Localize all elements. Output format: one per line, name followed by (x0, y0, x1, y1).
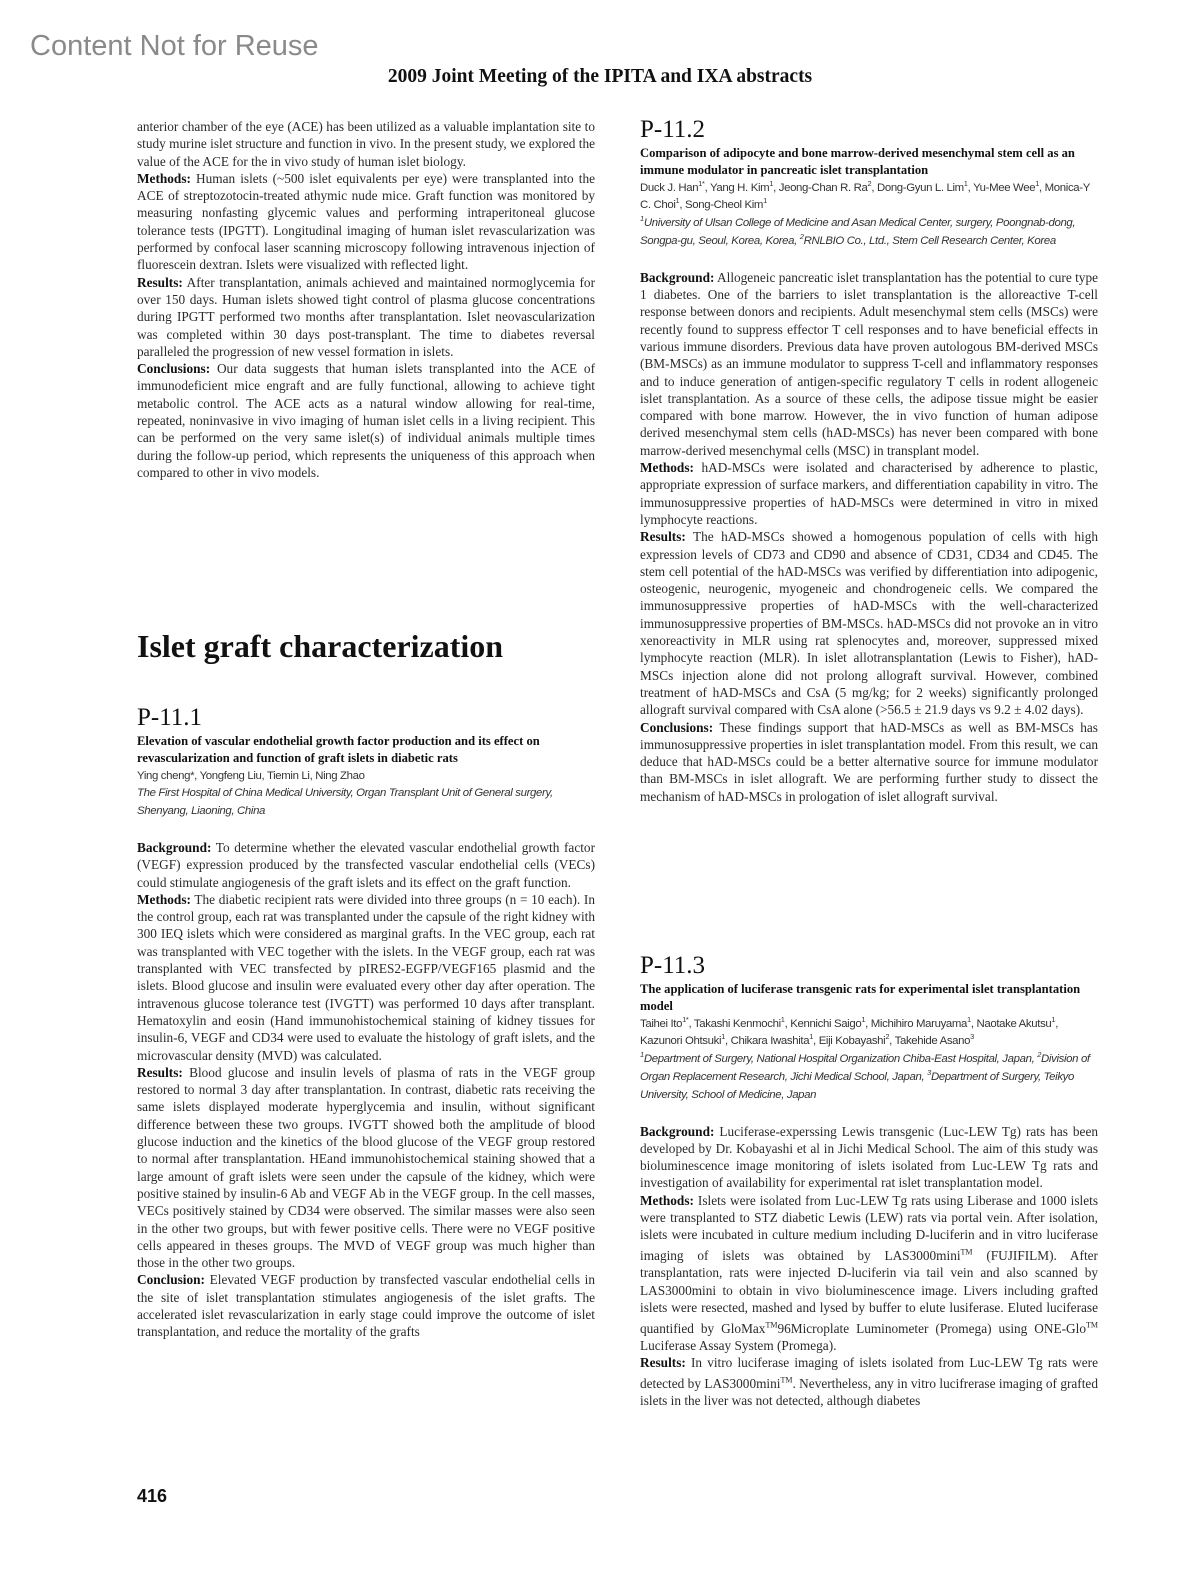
abstract-id: P-11.1 (137, 704, 203, 731)
author-affiliation-mark: 1* (682, 1014, 689, 1024)
section-label: Results: (137, 1064, 183, 1080)
continued-paragraph (137, 118, 595, 170)
affiliation-mark: 2 (1037, 1050, 1042, 1060)
affiliation-mark: 1 (640, 1050, 644, 1060)
paragraph-text: anterior chamber of the eye (ACE) has been utilized as a valuable implantation site to study murine islet structure and function in vivo. In the present study, we explored the value of the ACE for the in vivo study of human islet biology. (137, 119, 595, 169)
abstract-section (137, 891, 595, 1064)
author-name: Dong-Gyun L. Lim (876, 181, 964, 194)
trademark-mark: TM (765, 1320, 778, 1330)
author-affiliation-mark: 1 (769, 178, 774, 188)
abstract-title: Comparison of adipocyte and bone marrow-derived mesenchymal stem cell as an immune modulator in pancreatic islet transplantation (640, 146, 1075, 178)
section-label: Background: (640, 1123, 715, 1139)
affiliation-text: The First Hospital of China Medical University, Organ Transplant Unit of General surgery, Shenyang, Liaoning, China (137, 787, 553, 818)
section-label: Results: (640, 1355, 686, 1371)
section-text: To determine whether the elevated vascular endothelial growth factor (VEGF) expression produced by the transfected vascular endothelial cells (VECs) could stimulate angiogenesis of the graft islets and its effect on the graft function. (137, 839, 595, 890)
abstract-id: P-11.3 (640, 952, 706, 979)
section-text: Blood glucose and insulin levels of plasma of rats in the VEGF group restored to normal 3 day after transplantation. In contrast, diabetic rats receiving the same islets displayed moderate hyperglycemia and insulin, without significant difference between these two groups. IVGTT showed both the amplitude of blood glucose induction and the kinetics of the blood glucose of the VEGF group restored to normal after transplantation. HEand immunohistochemical staining showed that a large amount of graft islets were seen under the capsule of the kidney, which were positive stained by insulin-6 Ab and VEGF Ab in the VEGF group. In the cell masses, VECs positively stained by CD34 were observed. The similar masses were also seen in the other two groups, but with fewer positive cells. There were no VEGF positive cells appeared in theses groups. The MVD of VEGF group was much higher than those in the other two groups. (137, 1064, 595, 1271)
author-name: Yang H. Kim (710, 181, 770, 194)
abstract-section (640, 269, 1098, 459)
section-text: These findings support that hAD-MSCs as well as BM-MSCs has immunosuppressive properties in islet transplantation model. From this result, we can deduce that hAD-MSCs could be a better alternative source for immune modulator than BM-MSCs in islet allograft. We are performing further study to dissect the mechanism of hAD-MSCs in prologation of islet allograft survival. (640, 719, 1098, 804)
section-label: Background: (640, 269, 715, 285)
affiliation-text: Department of Surgery, National Hospital Organization Chiba-East Hospital, Japan, (643, 1053, 1038, 1066)
author-affiliation-mark: 1 (861, 1014, 866, 1024)
abstract-p-11-1 (137, 704, 595, 1341)
continued-methods (137, 170, 595, 274)
section-label: Methods: (137, 170, 191, 186)
watermark: Content Not for Reuse (30, 30, 319, 62)
author-name: Monica-Y C. Choi (640, 181, 1090, 212)
author-name: Michihiro Maruyama (870, 1017, 968, 1030)
continued-results (137, 274, 595, 360)
affiliation-mark: 2 (799, 232, 804, 242)
section-label: Methods: (640, 460, 694, 476)
affiliations (137, 785, 595, 821)
affiliation-text: RNLBIO Co., Ltd., Stem Cell Research Center, Korea (803, 234, 1056, 247)
author-affiliation-mark: 1 (967, 1014, 971, 1024)
author-affiliation-mark: 1 (763, 196, 767, 206)
author-name: Song-Cheol Kim (685, 199, 764, 212)
paragraph-text: Our data suggests that human islets transplanted into the ACE of immunodeficient mice engraft and are fully functional, allowing to achieve tight metabolic control. The ACE acts as a natural window allowing for real-time, repeated, noninvasive in vivo imaging of human islet cells in a living recipient. This can be performed on the very same islet(s) of individual animals multiple times during the follow-up period, which represents the uniqueness of this approach when compared to other in vivo models. (137, 361, 596, 480)
section-text: The hAD-MSCs showed a homogenous population of cells with high expression levels of CD73 and CD90 and absence of CD31, CD34 and CD45. The stem cell potential of the hAD-MSCs was verified by differentiation into adipogenic, osteogenic, neurogenic, myogeneic and chondrogeneic cells. We compared the immunosuppressive properties of hAD-MSCs with the well-characterized immunosuppressive properties of BM-MSCs. hAD-MSCs did not provoke an in vitro xenoreactivity in MLR using rat splenocytes and, moreover, suppressed mixed lymphocyte reaction (MLR). In islet allotransplantation (Lewis to Fisher), hAD-MSCs injection alone did not prolong allograft survival. However, combined treatment of hAD-MSCs and CsA (5 mg/kg; for 2 weeks) significantly prolonged allograft survival compared with CsA alone (>56.5 ± 21.9 days vs 9.2 ± 4.02 days). (640, 529, 1098, 718)
author-affiliation-mark: 2 (885, 1032, 890, 1042)
author-list: Duck J. Han$^{1*}$, Yang H. Kim$^1$, Jeong-Chan R. Ra$^2$, Dong-Gyun L. Lim$^1$, Yu-Mee Wee$^1$, Monica-Y C. Choi$^1$, Song-Cheol Kim$^1$ (640, 178, 1090, 212)
abstract-title: Elevation of vascular endothelial growth factor production and its effect on revascularization and function of graft islets in diabetic rats (137, 734, 540, 766)
section-label: Results: (640, 529, 686, 545)
section-label: Methods: (137, 891, 191, 907)
author-name: Kazunori Ohtsuki (640, 1035, 722, 1048)
continued-abstract (137, 118, 595, 481)
author-affiliation-mark: 1 (963, 178, 968, 188)
affiliations (640, 1051, 1098, 1104)
affiliation-text: University of Ulsan College of Medicine and Asan Medical Center, surgery, Poongnab-dong, Songpa-gu, Seoul, Korea, Korea, (640, 217, 1076, 247)
author-name: Yongfeng Liu (199, 769, 262, 782)
author-affiliation-mark: 1 (675, 196, 680, 206)
section-text: Luciferase-experssing Lewis transgenic (Luc-LEW Tg) rats has been developed by Dr. Kobayashi et al in Jichi Medical School. The aim of this study was bioluminescence image monitoring of islets isolated from Luc-LEW Tg rats and investigation of availability for experimental rat islet transplantation model. (640, 1123, 1098, 1191)
section-label: Results: (137, 274, 183, 290)
trademark-mark: TM (960, 1247, 973, 1257)
abstract-id: P-11.2 (640, 116, 706, 143)
abstract-body (640, 269, 1098, 805)
author-affiliation-mark: 3 (970, 1032, 974, 1042)
author-affiliation-mark: 2 (867, 178, 872, 188)
abstract-title: The application of luciferase transgenic rats for experimental islet transplantation model (640, 982, 1081, 1014)
author-name: Jeong-Chan R. Ra (778, 181, 868, 194)
author-name: Tiemin Li (266, 769, 310, 782)
affiliations (640, 215, 1098, 251)
spacer (640, 251, 1098, 269)
section-label: Conclusion: (137, 1272, 205, 1288)
author-name: Eiji Kobayashi (818, 1035, 886, 1048)
section-text: In vitro luciferase imaging of islets isolated from Luc-LEW Tg rats were detected by LAS3000mini™. Nevertheless, any in vitro lucifrerase imaging of grafted islets in the liver was not detected, although diabetes (640, 1355, 1099, 1409)
author-name: Takashi Kenmochi (693, 1017, 781, 1030)
author-list: Taihei Ito$^{1*}$, Takashi Kenmochi$^1$, Kennichi Saigo$^1$, Michihiro Maruyama$^1$, Naotake Akutsu$^1$, Kazunori Ohtsuki$^1$, Chikara Iwashita$^1$, Eiji Kobayashi$^2$, Takehide Asano$^3$ (640, 1014, 1059, 1048)
section-label: Background: (137, 839, 212, 855)
abstract-p-11-2 (640, 116, 1098, 805)
section-text: The diabetic recipient rats were divided into three groups (n = 10 each). In the control group, each rat was transplanted under the capsule of the right kidney with 300 IEQ islets which were considered as marginal grafts. In the VEC group, each rat was transplanted with VEC together with the islets. In the VEGF group, each rat was transplanted with VEC transfected by pIRES2-EGFP/VEGF165 plasmid and the islets. Blood glucose and insulin were evaluated every other day after operation. The intravenous glucose tolerance test (IVGTT) was performed 10 days after transplant. Hematoxylin and eosin (Hand immunohistochemical staining of kidney tissues for insulin-6, VEGF and CD34 were used to evaluate the histology of graft islets, and the microvascular density (MVD) was calculated. (137, 891, 595, 1063)
author-name: Duck J. Han (640, 181, 699, 194)
affiliation-mark: 1 (640, 214, 644, 224)
author-affiliation-mark: 1 (721, 1032, 725, 1042)
abstract-section (640, 459, 1098, 528)
section-label: Methods: (640, 1192, 694, 1208)
page-number: 416 (137, 1486, 168, 1506)
abstract-section (640, 1192, 1098, 1355)
paragraph-text: After transplantation, animals achieved and maintained normoglycemia for over 150 days. Human islets showed tight control of plasma glucose concentrations during IPGTT performed two months after transplantation. Islet neovascularization was completed within 30 days post-transplant. The time to diabetes reversal paralleled the progression of new vessel formation in islets. (137, 274, 595, 359)
section-title: Islet graft characterization (137, 628, 504, 664)
paragraph-text: Human islets (~500 islet equivalents per eye) were transplanted into the ACE of streptozotocin-treated athymic nude mice. Graft function was monitored by measuring nonfasting glycemic values and performing intraperitoneal glucose tolerance tests (IPGTT). Longitudinal imaging of human islet revascularization was performed by confocal laser scanning microscopy following intravenous injection of fluorescein dextran. Islets were visualized with reflected light. (137, 170, 595, 273)
abstract-p-11-3 (640, 952, 1098, 1410)
author-name: Naotake Akutsu (976, 1017, 1052, 1030)
affiliation-mark: 3 (927, 1068, 931, 1078)
author-name: Ning Zhao (315, 769, 365, 782)
trademark-mark: TM (780, 1375, 793, 1385)
continued-conclusions (137, 360, 595, 481)
author-name: Chikara Iwashita (730, 1035, 810, 1048)
author-affiliation-mark: 1 (780, 1014, 785, 1024)
abstract-section (640, 719, 1098, 805)
section-text: Allogeneic pancreatic islet transplantation has the potential to cure type 1 diabetes. One of the barriers to islet transplantation is the alloreactive T-cell response between donors and recipients. Adult mesenchymal stem cells (MSCs) were recently found to suppress effector T cell responses and to have beneficial effects in various immune disorders. Previous data have proven autologous BM-derived MSCs (BM-MSCs) as an immune modulator to suppress T-cell and inflammatory responses and to induce generation of antigen-specific regulatory T cells in rodent allogeneic islet transplantation. As a source of these cells, the adipose tissue might be easier compared with bone marrow. However, the in vivo function of human adipose derived mesenchymal stem cells (hAD-MSCs) has never been compared with bone marrow-derived mesenchymal cells (MSC) in transplant model. (640, 269, 1098, 458)
abstract-section (137, 1271, 595, 1340)
section-text: Islets were isolated from Luc-LEW Tg rats using Liberase and 1000 islets were transplanted to STZ diabetic Lewis (LEW) rats via portal vein. After isolation, islets were incubated in culture medium including D-luciferin and in vitro luciferase imaging of islets was obtained by LAS3000mini™ (FUJIFILM). After transplantation, rats were injected D-luciferin via tail vein and also scanned by LAS3000mini to obtain in vivo bioluminescence image. Livers including grafted islets were resected, mashed and lysed by buffer to elute lusiferase. Eluted luciferase quantified by GloMax™96Microplate Luminometer (Promega) using ONE-Glo™ Luciferase Assay System (Promega). (640, 1192, 1098, 1353)
running-head: 2009 Joint Meeting of the IPITA and IXA abstracts (387, 66, 813, 87)
trademark-mark: TM (1085, 1320, 1098, 1330)
abstract-body (640, 1123, 1098, 1410)
author-affiliation-mark: 1 (1035, 178, 1040, 188)
abstract-section (640, 1123, 1098, 1192)
author-name: Yu-Mee Wee (973, 181, 1036, 194)
author-name: Taihei Ito (640, 1017, 683, 1030)
abstract-body (137, 839, 595, 1341)
abstract-section (137, 1064, 595, 1272)
affiliation-text: Division of Organ Replacement Research, Jichi Medical School, Japan, (640, 1053, 1090, 1083)
author-affiliation-mark: 1* (698, 178, 705, 188)
abstract-section (640, 528, 1098, 718)
abstract-section (640, 1354, 1098, 1409)
affiliation-text: Department of Surgery, Teikyo University, School of Medicine, Japan (640, 1070, 1075, 1101)
section-label: Conclusions: (137, 361, 211, 377)
spacer (137, 821, 595, 839)
author-affiliation-mark: 1 (1051, 1014, 1056, 1024)
author-name: Ying cheng* (137, 769, 195, 782)
section-label: Conclusions: (640, 719, 714, 735)
spacer (640, 1105, 1098, 1123)
author-name: Takehide Asano (894, 1035, 971, 1048)
author-name: Kennichi Saigo (790, 1017, 862, 1030)
author-affiliation-mark: 1 (809, 1032, 814, 1042)
section-text: Elevated VEGF production by transfected vascular endothelial cells in the site of islet transplantation stimulates angiogenesis of the islet grafts. The accelerated islet revascularization in early stage could improve the outcome of islet transplantation, and reduce the mortality of the grafts (137, 1272, 596, 1340)
abstract-section (137, 839, 595, 891)
section-text: hAD-MSCs were isolated and characterised by adherence to plastic, appropriate expression of surface markers, and differentiation capability in vitro. The immunosuppressive properties of hAD-MSCs were determined in vitro in mixed lymphocyte reactions. (640, 460, 1098, 527)
author-list: Ying cheng*, Yongfeng Liu, Tiemin Li, Ning Zhao (137, 769, 365, 782)
